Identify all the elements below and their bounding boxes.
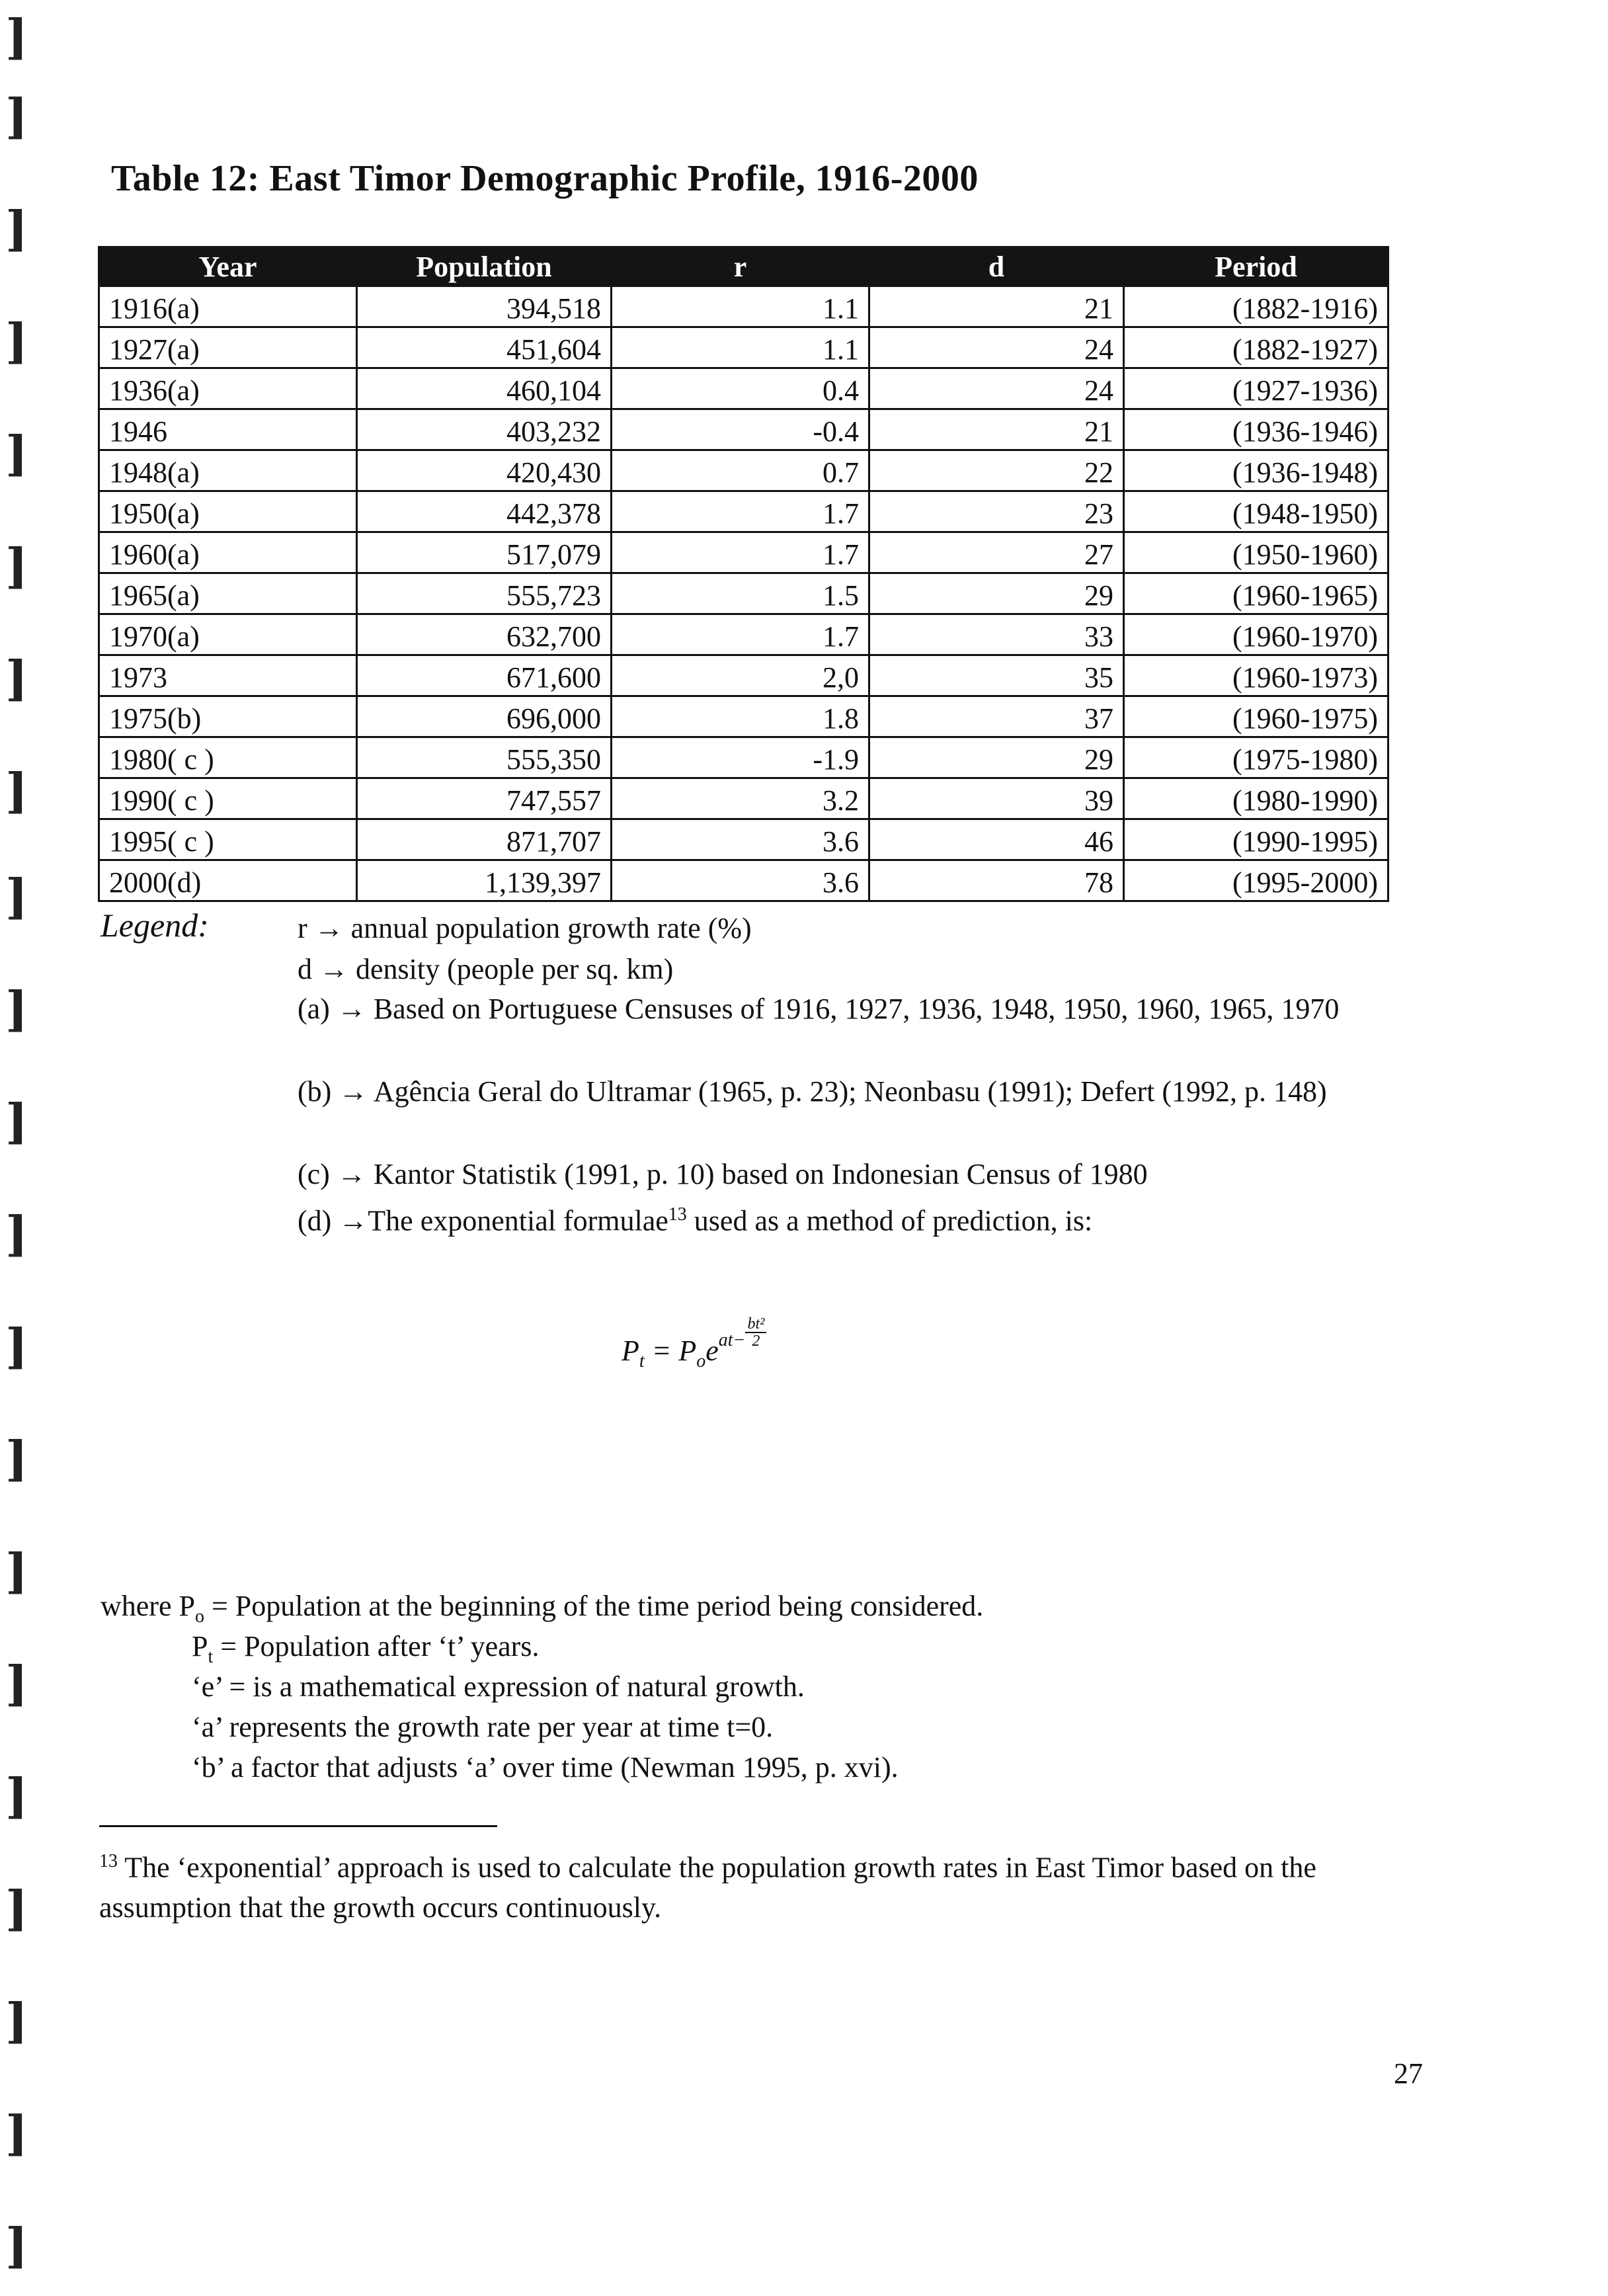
table-row <box>99 819 1388 860</box>
binding-mark: ] <box>5 200 28 257</box>
cell-period: (1975-1980) <box>1124 737 1388 778</box>
fraction-denominator: 2 <box>752 1332 760 1350</box>
cell-year: 1948(a) <box>99 450 357 491</box>
fraction-numerator: bt² <box>745 1316 766 1333</box>
cell-population: 394,518 <box>357 286 612 327</box>
formula-equals: = <box>644 1334 679 1367</box>
footnote-number: 13 <box>99 1851 118 1871</box>
binding-mark: ] <box>5 425 28 481</box>
binding-mark: ] <box>5 1543 28 1599</box>
cell-population: 555,350 <box>357 737 612 778</box>
cell-period: (1936-1946) <box>1124 409 1388 450</box>
cell-year: 1936(a) <box>99 368 357 409</box>
formula-o-sub: o <box>696 1350 706 1372</box>
cell-growth-rate: 1.8 <box>612 696 869 737</box>
binding-mark: ] <box>5 762 28 819</box>
formula-pt: P <box>622 1334 639 1367</box>
binding-mark: ] <box>5 981 28 1037</box>
binding-mark: ] <box>5 538 28 594</box>
binding-mark: ] <box>5 1318 28 1374</box>
exponential-formula <box>622 1316 766 1372</box>
cell-period: (1882-1916) <box>1124 286 1388 327</box>
binding-mark: ] <box>5 1093 28 1149</box>
cell-growth-rate: 3.6 <box>612 819 869 860</box>
cell-year: 1927(a) <box>99 327 357 368</box>
legend-d-text: (d) →The exponential formulae <box>298 1204 668 1237</box>
binding-mark: ] <box>5 1880 28 1936</box>
cell-population: 420,430 <box>357 450 612 491</box>
definition-subscript: t <box>208 1646 214 1667</box>
cell-period: (1980-1990) <box>1124 778 1388 819</box>
cell-growth-rate: -0.4 <box>612 409 869 450</box>
binding-mark: ] <box>5 2217 28 2274</box>
cell-density: 22 <box>869 450 1124 491</box>
cell-density: 23 <box>869 491 1124 532</box>
definition-text: ‘a’ represents the growth rate per year at time t=0. <box>192 1711 774 1743</box>
definition-text: ‘b’ a factor that adjusts ‘a’ over time (Newman 1995, p. xvi). <box>192 1751 899 1784</box>
footnote-text: The ‘exponential’ approach is used to calculate the population growth rates in East Timor based on the assumption that the growth occurs continuously. <box>99 1851 1316 1924</box>
cell-year: 1950(a) <box>99 491 357 532</box>
legend-r: r → annual population growth rate (%) <box>298 912 752 944</box>
cell-density: 37 <box>869 696 1124 737</box>
cell-density: 24 <box>869 368 1124 409</box>
cell-growth-rate: 1.7 <box>612 491 869 532</box>
formula-fraction <box>745 1316 766 1349</box>
formula-exponent: at− <box>718 1330 746 1350</box>
cell-population: 696,000 <box>357 696 612 737</box>
definition-rest: = Population at the beginning of the time period being considered. <box>204 1590 984 1622</box>
legend-c: (c) → Kantor Statistik (1991, p. 10) based on Indonesian Census of 1980 <box>298 1158 1148 1190</box>
cell-period: (1948-1950) <box>1124 491 1388 532</box>
binding-mark: ] <box>5 88 28 144</box>
header-period: Period <box>1124 247 1388 286</box>
cell-year: 1965(a) <box>99 573 357 614</box>
table-row <box>99 696 1388 737</box>
cell-period: (1960-1975) <box>1124 696 1388 737</box>
definition-text: where P <box>100 1590 195 1622</box>
binding-mark: ] <box>5 1768 28 1824</box>
cell-year: 1970(a) <box>99 614 357 655</box>
cell-growth-rate: 2,0 <box>612 655 869 696</box>
cell-growth-rate: 3.2 <box>612 778 869 819</box>
footnote <box>99 1842 1428 1928</box>
definition-line <box>192 1748 899 1797</box>
cell-year: 1995( c ) <box>99 819 357 860</box>
cell-period: (1936-1948) <box>1124 450 1388 491</box>
cell-growth-rate: 1.5 <box>612 573 869 614</box>
formula-e: e <box>705 1334 719 1367</box>
cell-density: 24 <box>869 327 1124 368</box>
definition-subscript: o <box>194 1606 204 1627</box>
formula-t-sub: t <box>639 1350 645 1372</box>
cell-population: 632,700 <box>357 614 612 655</box>
cell-density: 27 <box>869 532 1124 573</box>
cell-density: 29 <box>869 573 1124 614</box>
page-number: 27 <box>1394 2057 1423 2090</box>
cell-population: 1,139,397 <box>357 860 612 901</box>
cell-period: (1927-1936) <box>1124 368 1388 409</box>
cell-year: 1975(b) <box>99 696 357 737</box>
binding-mark: ] <box>5 868 28 924</box>
cell-population: 555,723 <box>357 573 612 614</box>
binding-mark: ] <box>5 1655 28 1711</box>
cell-period: (1995-2000) <box>1124 860 1388 901</box>
table-row <box>99 860 1388 901</box>
header-density: d <box>869 247 1124 286</box>
binding-mark: ] <box>5 313 28 369</box>
cell-population: 403,232 <box>357 409 612 450</box>
cell-growth-rate: 0.7 <box>612 450 869 491</box>
cell-density: 21 <box>869 286 1124 327</box>
cell-period: (1960-1970) <box>1124 614 1388 655</box>
definition-rest: = Population after ‘t’ years. <box>213 1630 540 1662</box>
legend-d: d → density (people per sq. km) <box>298 953 674 985</box>
cell-density: 39 <box>869 778 1124 819</box>
definition-text: ‘e’ = is a mathematical expression of natural growth. <box>192 1670 805 1703</box>
cell-year: 1916(a) <box>99 286 357 327</box>
cell-year: 1960(a) <box>99 532 357 573</box>
footnote-ref: 13 <box>668 1204 687 1225</box>
binding-mark: ] <box>5 1430 28 1487</box>
header-year: Year <box>99 247 357 286</box>
cell-population: 671,600 <box>357 655 612 696</box>
cell-density: 35 <box>869 655 1124 696</box>
table-header-row <box>99 247 1388 286</box>
cell-growth-rate: 3.6 <box>612 860 869 901</box>
cell-density: 21 <box>869 409 1124 450</box>
cell-population: 747,557 <box>357 778 612 819</box>
cell-period: (1882-1927) <box>1124 327 1388 368</box>
legend-d-source <box>298 1196 1448 1241</box>
table-row <box>99 737 1388 778</box>
cell-growth-rate: 0.4 <box>612 368 869 409</box>
binding-mark: ] <box>5 9 28 65</box>
binding-mark: ] <box>5 1992 28 2049</box>
cell-population: 442,378 <box>357 491 612 532</box>
cell-density: 29 <box>869 737 1124 778</box>
cell-growth-rate: -1.9 <box>612 737 869 778</box>
cell-growth-rate: 1.1 <box>612 286 869 327</box>
cell-period: (1950-1960) <box>1124 532 1388 573</box>
formula-po: P <box>678 1334 697 1367</box>
cell-population: 451,604 <box>357 327 612 368</box>
cell-period: (1960-1965) <box>1124 573 1388 614</box>
cell-year: 1980( c ) <box>99 737 357 778</box>
cell-period: (1960-1973) <box>1124 655 1388 696</box>
table-row <box>99 327 1388 368</box>
cell-density: 46 <box>869 819 1124 860</box>
legend-b: (b) → Agência Geral do Ultramar (1965, p. 23); Neonbasu (1991); Defert (1992, p. 148) <box>298 1075 1327 1108</box>
table-row <box>99 614 1388 655</box>
table-row <box>99 286 1388 327</box>
cell-year: 1946 <box>99 409 357 450</box>
table-row <box>99 450 1388 491</box>
binding-mark: ] <box>5 1206 28 1262</box>
table-row <box>99 573 1388 614</box>
cell-density: 78 <box>869 860 1124 901</box>
cell-growth-rate: 1.7 <box>612 532 869 573</box>
cell-year: 1973 <box>99 655 357 696</box>
legend-label: Legend: <box>100 907 209 944</box>
cell-density: 33 <box>869 614 1124 655</box>
cell-population: 517,079 <box>357 532 612 573</box>
cell-population: 871,707 <box>357 819 612 860</box>
legend-d-rest: used as a method of prediction, is: <box>686 1204 1093 1237</box>
demographic-table <box>98 246 1389 902</box>
binding-mark: ] <box>5 2105 28 2161</box>
cell-growth-rate: 1.7 <box>612 614 869 655</box>
definition-text: P <box>192 1630 208 1662</box>
cell-year: 2000(d) <box>99 860 357 901</box>
page-title: Table 12: East Timor Demographic Profile, 1916-2000 <box>111 158 979 199</box>
table-row <box>99 778 1388 819</box>
table-row <box>99 368 1388 409</box>
header-growth-rate: r <box>612 247 869 286</box>
cell-year: 1990( c ) <box>99 778 357 819</box>
table-row <box>99 532 1388 573</box>
legend-a: (a) → Based on Portuguese Censuses of 1916, 1927, 1936, 1948, 1950, 1960, 1965, 1970 <box>298 993 1340 1025</box>
binding-mark: ] <box>5 650 28 706</box>
table-row <box>99 655 1388 696</box>
table-row <box>99 409 1388 450</box>
cell-period: (1990-1995) <box>1124 819 1388 860</box>
cell-population: 460,104 <box>357 368 612 409</box>
footnote-rule <box>99 1825 497 1827</box>
table-row <box>99 491 1388 532</box>
header-population: Population <box>357 247 612 286</box>
cell-growth-rate: 1.1 <box>612 327 869 368</box>
